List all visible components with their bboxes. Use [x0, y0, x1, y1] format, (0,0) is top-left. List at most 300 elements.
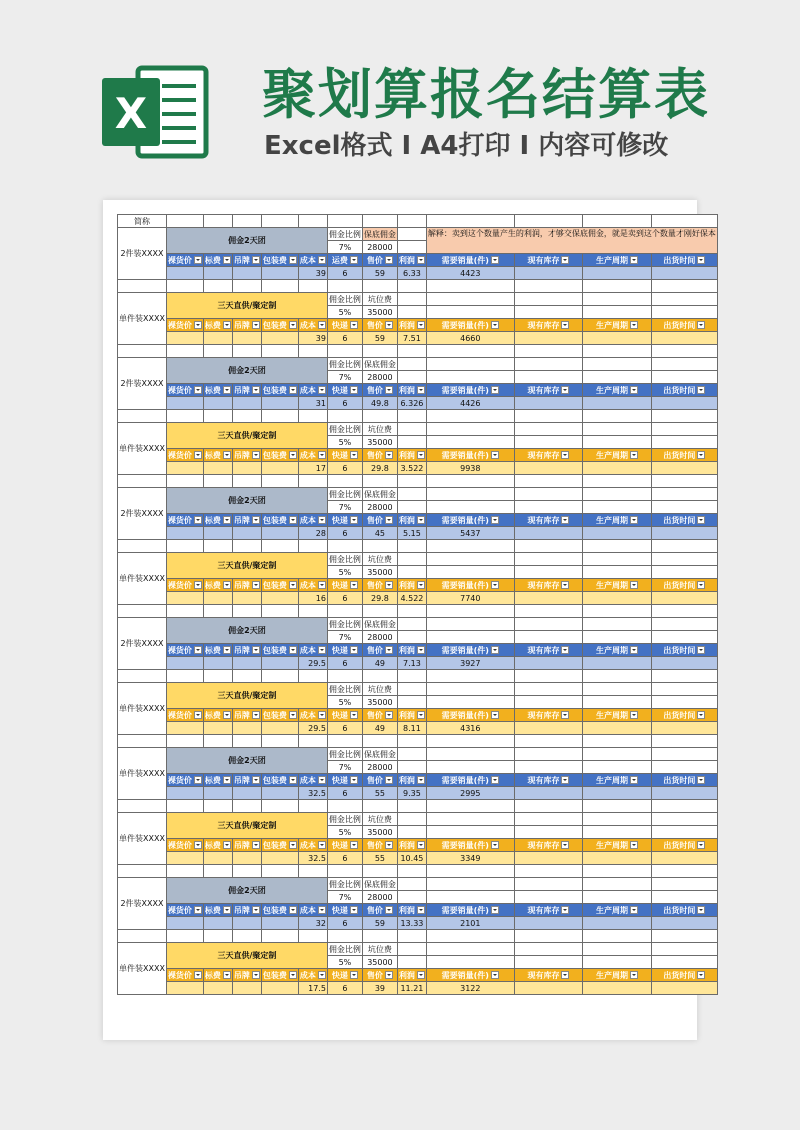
column-header-cell[interactable]: [203, 579, 232, 592]
empty-cell[interactable]: [514, 423, 583, 436]
empty-cell[interactable]: [514, 358, 583, 371]
column-header-cell[interactable]: [298, 319, 327, 332]
filter-dropdown-icon[interactable]: [289, 321, 297, 329]
empty-cell[interactable]: [514, 670, 583, 683]
filter-dropdown-icon[interactable]: [252, 256, 260, 264]
column-header-cell[interactable]: [327, 579, 362, 592]
filter-dropdown-icon[interactable]: [417, 971, 425, 979]
commission-rate-value[interactable]: 5%: [327, 566, 362, 579]
deal-type-title[interactable]: 佣金2天团: [166, 618, 327, 644]
deal-type-title[interactable]: 三天直供/聚定制: [166, 683, 327, 709]
empty-value-cell[interactable]: [583, 397, 652, 410]
column-header-cell[interactable]: [514, 319, 583, 332]
empty-cell[interactable]: [362, 475, 397, 488]
param-label-2[interactable]: 坑位费: [362, 293, 397, 306]
empty-value-cell[interactable]: [261, 917, 298, 930]
filter-dropdown-icon[interactable]: [385, 906, 393, 914]
empty-cell[interactable]: [426, 566, 514, 579]
empty-cell[interactable]: [426, 280, 514, 293]
column-header-cell[interactable]: [166, 514, 203, 527]
empty-cell[interactable]: [583, 566, 652, 579]
filter-dropdown-icon[interactable]: [223, 451, 231, 459]
empty-value-cell[interactable]: [651, 267, 717, 280]
column-header-cell[interactable]: [651, 514, 717, 527]
column-header-cell[interactable]: [651, 644, 717, 657]
empty-cell[interactable]: [397, 358, 426, 371]
filter-dropdown-icon[interactable]: [350, 711, 358, 719]
empty-value-cell[interactable]: [166, 592, 203, 605]
empty-cell[interactable]: [362, 800, 397, 813]
filter-dropdown-icon[interactable]: [417, 321, 425, 329]
column-header-cell[interactable]: [397, 319, 426, 332]
filter-dropdown-icon[interactable]: [417, 906, 425, 914]
empty-cell[interactable]: [514, 345, 583, 358]
column-header-cell[interactable]: [232, 969, 261, 982]
empty-cell[interactable]: [362, 865, 397, 878]
column-header-cell[interactable]: [327, 839, 362, 852]
price-value[interactable]: 59: [362, 267, 397, 280]
product-name-cell[interactable]: 单件装XXXX: [118, 553, 167, 605]
empty-value-cell[interactable]: [203, 592, 232, 605]
filter-dropdown-icon[interactable]: [491, 971, 499, 979]
column-header-cell[interactable]: [397, 449, 426, 462]
column-header-cell[interactable]: [298, 904, 327, 917]
shipping-value[interactable]: 6: [327, 982, 362, 995]
filter-dropdown-icon[interactable]: [318, 776, 326, 784]
filter-dropdown-icon[interactable]: [697, 256, 705, 264]
column-header-cell[interactable]: [426, 579, 514, 592]
column-header-cell[interactable]: [166, 319, 203, 332]
empty-value-cell[interactable]: [651, 787, 717, 800]
empty-cell[interactable]: [651, 345, 717, 358]
filter-dropdown-icon[interactable]: [561, 516, 569, 524]
empty-value-cell[interactable]: [583, 332, 652, 345]
empty-value-cell[interactable]: [651, 657, 717, 670]
filter-dropdown-icon[interactable]: [194, 321, 202, 329]
empty-value-cell[interactable]: [166, 462, 203, 475]
column-header-cell[interactable]: [261, 774, 298, 787]
empty-cell[interactable]: [514, 488, 583, 501]
column-header-cell[interactable]: [232, 319, 261, 332]
profit-value[interactable]: 10.45: [397, 852, 426, 865]
filter-dropdown-icon[interactable]: [252, 321, 260, 329]
empty-cell[interactable]: [514, 475, 583, 488]
filter-dropdown-icon[interactable]: [318, 906, 326, 914]
empty-cell[interactable]: [651, 826, 717, 839]
column-header-cell[interactable]: [203, 319, 232, 332]
column-header-cell[interactable]: [362, 709, 397, 722]
empty-cell[interactable]: [397, 306, 426, 319]
empty-value-cell[interactable]: [651, 332, 717, 345]
empty-value-cell[interactable]: [166, 527, 203, 540]
empty-cell[interactable]: [118, 800, 167, 813]
empty-cell[interactable]: [261, 410, 298, 423]
commission-rate-value[interactable]: 5%: [327, 436, 362, 449]
empty-cell[interactable]: [514, 891, 583, 904]
empty-cell[interactable]: [651, 878, 717, 891]
filter-dropdown-icon[interactable]: [289, 451, 297, 459]
empty-cell[interactable]: [583, 930, 652, 943]
empty-cell[interactable]: [397, 956, 426, 969]
column-header-cell[interactable]: [583, 449, 652, 462]
price-value[interactable]: 49: [362, 657, 397, 670]
empty-value-cell[interactable]: [203, 917, 232, 930]
filter-dropdown-icon[interactable]: [318, 971, 326, 979]
empty-cell[interactable]: [362, 735, 397, 748]
param-label-1[interactable]: 佣金比例: [328, 489, 361, 499]
empty-cell[interactable]: [203, 215, 232, 228]
empty-cell[interactable]: [118, 605, 167, 618]
shipping-value[interactable]: 6: [327, 527, 362, 540]
empty-cell[interactable]: [583, 618, 652, 631]
empty-cell[interactable]: [583, 826, 652, 839]
base-fee-value[interactable]: 28000: [362, 241, 397, 254]
column-header-cell[interactable]: [583, 579, 652, 592]
empty-cell[interactable]: [514, 306, 583, 319]
empty-cell[interactable]: [397, 293, 426, 306]
column-header-cell[interactable]: [362, 839, 397, 852]
empty-cell[interactable]: [583, 670, 652, 683]
empty-cell[interactable]: [327, 345, 362, 358]
commission-rate-value[interactable]: 5%: [327, 956, 362, 969]
empty-cell[interactable]: [397, 228, 426, 241]
product-name-cell[interactable]: 2件装XXXX: [118, 228, 167, 280]
column-header-cell[interactable]: [327, 449, 362, 462]
commission-rate-value[interactable]: 7%: [327, 501, 362, 514]
filter-dropdown-icon[interactable]: [252, 971, 260, 979]
filter-dropdown-icon[interactable]: [252, 841, 260, 849]
empty-value-cell[interactable]: [514, 722, 583, 735]
empty-cell[interactable]: [118, 410, 167, 423]
column-header-cell[interactable]: [514, 579, 583, 592]
column-header-cell[interactable]: [651, 774, 717, 787]
empty-cell[interactable]: [298, 215, 327, 228]
filter-dropdown-icon[interactable]: [385, 581, 393, 589]
column-header-cell[interactable]: [232, 644, 261, 657]
param-label-2[interactable]: 保底佣金: [363, 359, 396, 369]
empty-value-cell[interactable]: [514, 527, 583, 540]
base-fee-value[interactable]: 35000: [362, 306, 397, 319]
filter-dropdown-icon[interactable]: [194, 776, 202, 784]
empty-cell[interactable]: [397, 410, 426, 423]
column-header-cell[interactable]: [362, 514, 397, 527]
column-header-cell[interactable]: [583, 514, 652, 527]
empty-cell[interactable]: [298, 280, 327, 293]
deal-type-title[interactable]: 佣金2天团: [166, 228, 327, 254]
shipping-value[interactable]: 6: [327, 332, 362, 345]
param-label-2[interactable]: 坑位费: [362, 813, 397, 826]
filter-dropdown-icon[interactable]: [223, 321, 231, 329]
filter-dropdown-icon[interactable]: [561, 841, 569, 849]
column-header-cell[interactable]: [298, 254, 327, 267]
short-name-label[interactable]: 简称: [118, 215, 167, 228]
explanation-note[interactable]: 解释：卖到这个数量产生的利润，才够交保底佣金，就是卖到这个数量才刚好保本: [426, 228, 717, 254]
empty-cell[interactable]: [362, 215, 397, 228]
filter-dropdown-icon[interactable]: [630, 711, 638, 719]
empty-cell[interactable]: [118, 540, 167, 553]
filter-dropdown-icon[interactable]: [697, 776, 705, 784]
empty-value-cell[interactable]: [514, 462, 583, 475]
empty-cell[interactable]: [232, 215, 261, 228]
filter-dropdown-icon[interactable]: [194, 256, 202, 264]
cost-value[interactable]: 17: [298, 462, 327, 475]
param-label-2[interactable]: 保底佣金: [363, 879, 396, 889]
empty-cell[interactable]: [166, 540, 203, 553]
param-label-2[interactable]: 保底佣金: [363, 229, 396, 239]
commission-rate-value[interactable]: 5%: [327, 306, 362, 319]
profit-value[interactable]: 9.35: [397, 787, 426, 800]
empty-cell[interactable]: [426, 553, 514, 566]
empty-cell[interactable]: [426, 865, 514, 878]
filter-dropdown-icon[interactable]: [697, 321, 705, 329]
empty-cell[interactable]: [261, 345, 298, 358]
param-label-2[interactable]: 坑位费: [362, 683, 397, 696]
column-header-cell[interactable]: [203, 969, 232, 982]
empty-cell[interactable]: [651, 501, 717, 514]
param-label-2[interactable]: 保底佣金: [363, 619, 396, 629]
deal-type-title[interactable]: 佣金2天团: [166, 748, 327, 774]
empty-cell[interactable]: [583, 410, 652, 423]
empty-cell[interactable]: [327, 800, 362, 813]
empty-value-cell[interactable]: [583, 462, 652, 475]
empty-cell[interactable]: [203, 410, 232, 423]
column-header-cell[interactable]: [232, 254, 261, 267]
empty-cell[interactable]: [426, 761, 514, 774]
required-qty-value[interactable]: 5437: [426, 527, 514, 540]
param-label-1[interactable]: 佣金比例: [328, 879, 361, 889]
filter-dropdown-icon[interactable]: [289, 711, 297, 719]
param-label-1[interactable]: 佣金比例: [328, 619, 361, 629]
empty-cell[interactable]: [514, 800, 583, 813]
column-header-cell[interactable]: [362, 774, 397, 787]
filter-dropdown-icon[interactable]: [318, 711, 326, 719]
empty-cell[interactable]: [397, 865, 426, 878]
column-header-cell[interactable]: [651, 709, 717, 722]
column-header-cell[interactable]: [397, 644, 426, 657]
column-header-cell[interactable]: [651, 319, 717, 332]
empty-cell[interactable]: [583, 423, 652, 436]
empty-cell[interactable]: [651, 761, 717, 774]
required-qty-value[interactable]: 3122: [426, 982, 514, 995]
empty-cell[interactable]: [514, 696, 583, 709]
empty-cell[interactable]: [397, 930, 426, 943]
empty-cell[interactable]: [651, 865, 717, 878]
filter-dropdown-icon[interactable]: [630, 646, 638, 654]
filter-dropdown-icon[interactable]: [385, 711, 393, 719]
filter-dropdown-icon[interactable]: [491, 516, 499, 524]
filter-dropdown-icon[interactable]: [491, 776, 499, 784]
empty-cell[interactable]: [651, 488, 717, 501]
filter-dropdown-icon[interactable]: [350, 776, 358, 784]
shipping-value[interactable]: 6: [327, 852, 362, 865]
deal-type-title[interactable]: 三天直供/聚定制: [166, 943, 327, 969]
empty-cell[interactable]: [397, 241, 426, 254]
empty-cell[interactable]: [514, 631, 583, 644]
empty-value-cell[interactable]: [261, 397, 298, 410]
empty-value-cell[interactable]: [203, 657, 232, 670]
empty-cell[interactable]: [651, 306, 717, 319]
empty-cell[interactable]: [426, 800, 514, 813]
empty-cell[interactable]: [514, 748, 583, 761]
empty-value-cell[interactable]: [261, 722, 298, 735]
base-fee-value[interactable]: 35000: [362, 826, 397, 839]
empty-cell[interactable]: [327, 540, 362, 553]
filter-dropdown-icon[interactable]: [289, 971, 297, 979]
empty-cell[interactable]: [298, 670, 327, 683]
empty-cell[interactable]: [651, 436, 717, 449]
column-header-cell[interactable]: [651, 839, 717, 852]
empty-cell[interactable]: [651, 475, 717, 488]
empty-cell[interactable]: [327, 410, 362, 423]
filter-dropdown-icon[interactable]: [252, 776, 260, 784]
empty-cell[interactable]: [362, 410, 397, 423]
filter-dropdown-icon[interactable]: [417, 386, 425, 394]
product-name-cell[interactable]: 2件装XXXX: [118, 878, 167, 930]
empty-cell[interactable]: [651, 423, 717, 436]
column-header-cell[interactable]: [166, 709, 203, 722]
product-name-cell[interactable]: 2件装XXXX: [118, 358, 167, 410]
product-name-cell[interactable]: 单件装XXXX: [118, 293, 167, 345]
column-header-cell[interactable]: [166, 839, 203, 852]
empty-cell[interactable]: [166, 670, 203, 683]
empty-cell[interactable]: [166, 345, 203, 358]
base-fee-value[interactable]: 28000: [362, 501, 397, 514]
empty-value-cell[interactable]: [166, 982, 203, 995]
column-header-cell[interactable]: [203, 384, 232, 397]
product-name-cell[interactable]: 单件装XXXX: [118, 683, 167, 735]
empty-cell[interactable]: [261, 540, 298, 553]
filter-dropdown-icon[interactable]: [252, 516, 260, 524]
filter-dropdown-icon[interactable]: [697, 711, 705, 719]
base-fee-value[interactable]: 35000: [362, 566, 397, 579]
filter-dropdown-icon[interactable]: [491, 581, 499, 589]
empty-cell[interactable]: [118, 280, 167, 293]
column-header-cell[interactable]: [203, 514, 232, 527]
filter-dropdown-icon[interactable]: [561, 971, 569, 979]
empty-cell[interactable]: [583, 631, 652, 644]
filter-dropdown-icon[interactable]: [417, 711, 425, 719]
profit-value[interactable]: 7.13: [397, 657, 426, 670]
empty-cell[interactable]: [426, 735, 514, 748]
column-header-cell[interactable]: [583, 319, 652, 332]
empty-cell[interactable]: [327, 930, 362, 943]
column-header-cell[interactable]: [327, 774, 362, 787]
empty-cell[interactable]: [232, 475, 261, 488]
empty-cell[interactable]: [298, 410, 327, 423]
empty-value-cell[interactable]: [166, 787, 203, 800]
empty-cell[interactable]: [232, 800, 261, 813]
filter-dropdown-icon[interactable]: [318, 581, 326, 589]
empty-cell[interactable]: [651, 800, 717, 813]
empty-cell[interactable]: [397, 566, 426, 579]
filter-dropdown-icon[interactable]: [318, 646, 326, 654]
empty-value-cell[interactable]: [232, 852, 261, 865]
empty-cell[interactable]: [397, 800, 426, 813]
empty-cell[interactable]: [651, 956, 717, 969]
empty-cell[interactable]: [583, 475, 652, 488]
filter-dropdown-icon[interactable]: [252, 386, 260, 394]
commission-rate-value[interactable]: 7%: [327, 891, 362, 904]
column-header-cell[interactable]: [397, 384, 426, 397]
empty-value-cell[interactable]: [514, 657, 583, 670]
empty-cell[interactable]: [397, 891, 426, 904]
shipping-value[interactable]: 6: [327, 722, 362, 735]
empty-value-cell[interactable]: [203, 787, 232, 800]
empty-cell[interactable]: [583, 943, 652, 956]
param-label-2[interactable]: 坑位费: [362, 423, 397, 436]
empty-cell[interactable]: [362, 930, 397, 943]
empty-value-cell[interactable]: [514, 917, 583, 930]
empty-cell[interactable]: [166, 215, 203, 228]
profit-value[interactable]: 3.522: [397, 462, 426, 475]
empty-cell[interactable]: [298, 735, 327, 748]
filter-dropdown-icon[interactable]: [289, 386, 297, 394]
empty-cell[interactable]: [514, 943, 583, 956]
param-label-1[interactable]: 佣金比例: [328, 684, 361, 694]
filter-dropdown-icon[interactable]: [318, 386, 326, 394]
empty-value-cell[interactable]: [583, 267, 652, 280]
column-header-cell[interactable]: [426, 839, 514, 852]
column-header-cell[interactable]: [362, 449, 397, 462]
filter-dropdown-icon[interactable]: [417, 451, 425, 459]
empty-value-cell[interactable]: [203, 852, 232, 865]
empty-cell[interactable]: [583, 540, 652, 553]
cost-value[interactable]: 29.5: [298, 722, 327, 735]
column-header-cell[interactable]: [327, 709, 362, 722]
required-qty-value[interactable]: 2995: [426, 787, 514, 800]
column-header-cell[interactable]: [583, 254, 652, 267]
profit-value[interactable]: 8.11: [397, 722, 426, 735]
empty-cell[interactable]: [261, 280, 298, 293]
empty-cell[interactable]: [426, 436, 514, 449]
empty-cell[interactable]: [327, 280, 362, 293]
empty-value-cell[interactable]: [514, 267, 583, 280]
column-header-cell[interactable]: [327, 904, 362, 917]
column-header-cell[interactable]: [651, 579, 717, 592]
deal-type-title[interactable]: 三天直供/聚定制: [166, 293, 327, 319]
empty-cell[interactable]: [583, 553, 652, 566]
profit-value[interactable]: 6.33: [397, 267, 426, 280]
filter-dropdown-icon[interactable]: [491, 386, 499, 394]
cost-value[interactable]: 31: [298, 397, 327, 410]
empty-cell[interactable]: [362, 670, 397, 683]
empty-cell[interactable]: [203, 930, 232, 943]
column-header-cell[interactable]: [397, 904, 426, 917]
empty-cell[interactable]: [166, 475, 203, 488]
column-header-cell[interactable]: [426, 709, 514, 722]
empty-cell[interactable]: [261, 930, 298, 943]
column-header-cell[interactable]: [514, 969, 583, 982]
empty-value-cell[interactable]: [583, 852, 652, 865]
cost-value[interactable]: 32: [298, 917, 327, 930]
filter-dropdown-icon[interactable]: [385, 646, 393, 654]
empty-value-cell[interactable]: [651, 917, 717, 930]
empty-cell[interactable]: [166, 865, 203, 878]
filter-dropdown-icon[interactable]: [491, 451, 499, 459]
shipping-value[interactable]: 6: [327, 657, 362, 670]
product-name-cell[interactable]: 单件装XXXX: [118, 748, 167, 800]
filter-dropdown-icon[interactable]: [223, 776, 231, 784]
column-header-cell[interactable]: [261, 644, 298, 657]
base-fee-value[interactable]: 28000: [362, 891, 397, 904]
price-value[interactable]: 49.8: [362, 397, 397, 410]
column-header-cell[interactable]: [514, 904, 583, 917]
empty-cell[interactable]: [261, 735, 298, 748]
cost-value[interactable]: 29.5: [298, 657, 327, 670]
param-label-2[interactable]: 保底佣金: [363, 489, 396, 499]
empty-cell[interactable]: [426, 540, 514, 553]
filter-dropdown-icon[interactable]: [561, 256, 569, 264]
